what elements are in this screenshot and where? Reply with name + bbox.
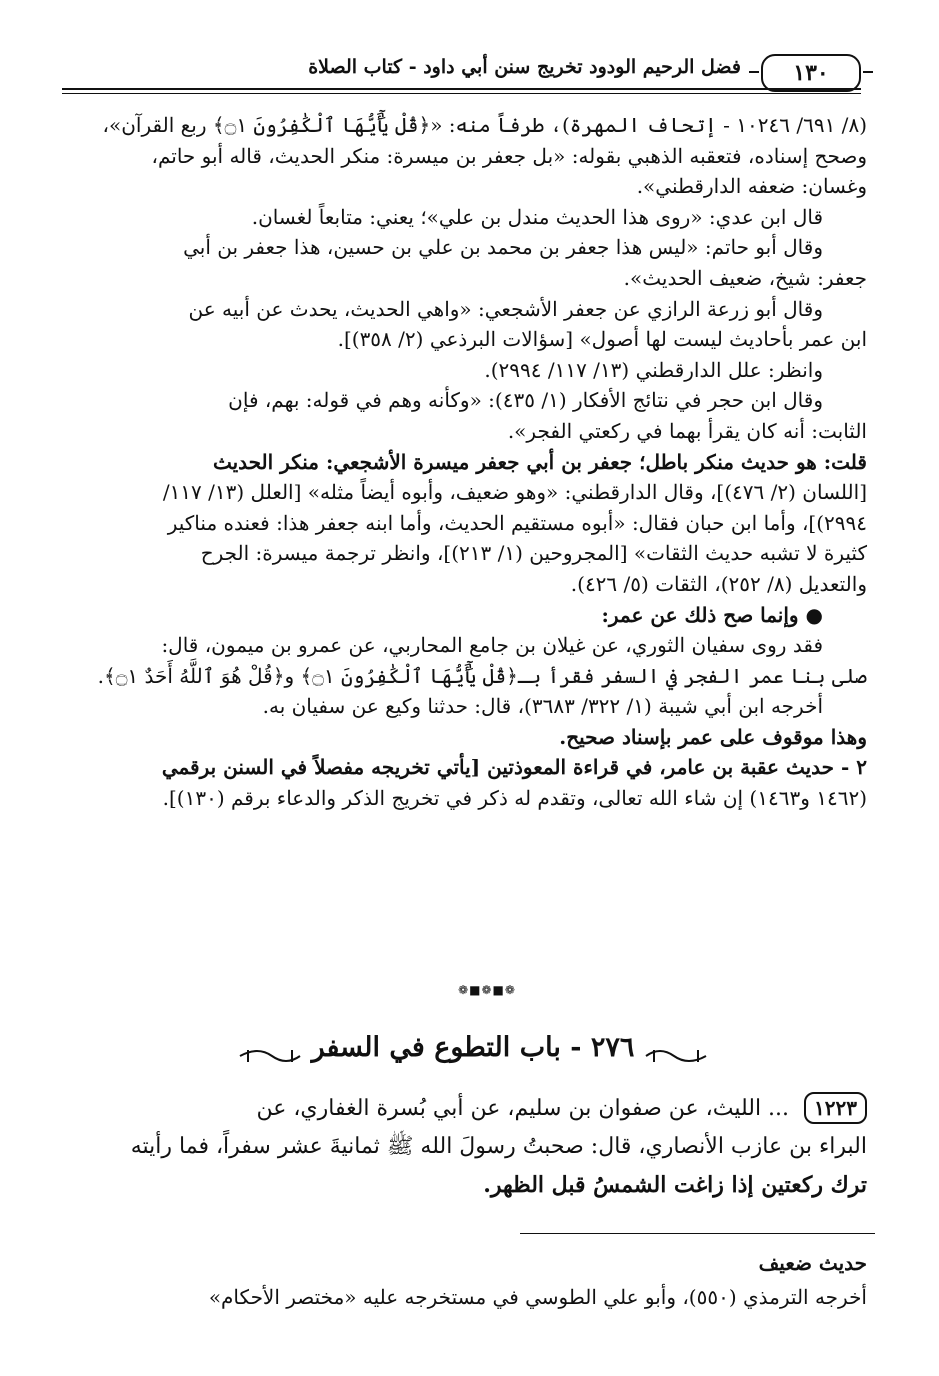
footnote-line: أخرجه الترمذي (٥٥٠)، وأبو علي الطوسي في مستخرجه عليه «مختصر الأحكام» xyxy=(208,1285,867,1309)
divider-ornament: ❁■❁■❁ xyxy=(458,983,516,997)
text-line: أخرجه ابن أبي شيبة (١/ ٣٢٢/ ٣٦٨٣)، قال: حدثنا وكيع عن سفيان به. xyxy=(262,694,823,719)
footnote-rule xyxy=(520,1233,875,1234)
text-line: فقد روى سفيان الثوري، عن غيلان بن جامع المحاربي، عن عمرو بن ميمون، قال: xyxy=(161,633,823,658)
hadith-block xyxy=(64,1090,867,1204)
text-line: وغسان: ضعفه الدارقطني». xyxy=(636,174,867,199)
header-rule xyxy=(62,88,861,90)
footnote-block xyxy=(64,1246,867,1314)
text-line: وهذا موقوف على عمر بإسناد صحيح. xyxy=(559,724,867,749)
text-line: صلى بنا عمر الفجر في السفر فقرأ بـ﴿قُلْ يَٰٓأَيُّهَا ٱلْكَٰفِرُونَ ۝١﴾ و﴿قُلْ هُوَ ٱللَّهُ أَحَدٌ ۝١﴾. xyxy=(97,663,867,688)
hadith-grade: حديث ضعيف xyxy=(758,1251,867,1275)
section-title: ٢٧٦ - باب التطوع في السفر xyxy=(311,1032,635,1063)
header-rule-thin xyxy=(62,93,861,94)
running-title: فضل الرحيم الودود تخريج سنن أبي داود - كتاب الصلاة xyxy=(308,56,741,78)
hadith-number: ١٢٢٣ xyxy=(804,1092,867,1124)
text-line: (٨/ ٦٩١/ ١٠٢٤٦ - إتحاف المهرة)، طرفاً منه: «﴿قُلْ يَٰٓأَيُّهَا ٱلْكَٰفِرُونَ ۝١﴾ ربع القرآن»، xyxy=(102,113,867,137)
text-line: ابن عمر بأحاديث ليست لها أصول» [سؤالات البرذعي (٢/ ٣٥٨)]. xyxy=(337,327,867,352)
text-line: كثيرة لا تشبه حديث الثقات» [المجروحين (١/ ٢١٣)]، وانظر ترجمة ميسرة: الجرح xyxy=(200,541,867,566)
text-line: وصحح إسناده، فتعقبه الذهبي بقوله: «بل جعفر بن ميسرة: منكر الحديث، قاله أبو حاتم، xyxy=(151,143,867,168)
text-line: (١٤٦٢ و١٤٦٣) إن شاء الله تعالى، وتقدم له ذكر في تخريج الذكر والدعاء برقم (١٣٠)]. xyxy=(162,786,867,811)
section-heading xyxy=(238,1028,708,1082)
text-line: ٢٩٩٤)]، وأما ابن حبان فقال: «أبوه مستقيم الحديث، وأما ابنه جعفر هذا: فعنده مناكير xyxy=(167,510,867,535)
heading-flourish-left xyxy=(238,1046,302,1066)
text-line: وقال أبو زرعة الرازي عن جعفر الأشجعي: «واهي الحديث، يحدث عن أبيه عن xyxy=(188,296,823,321)
page-header xyxy=(62,52,861,102)
text-line: ٢ - حديث عقبة بن عامر، في قراءة المعوذتين [يأتي تخريجه مفصلاً في السنن برقمي xyxy=(161,755,867,780)
text-line: جعفر: شيخ، ضعيف الحديث». xyxy=(623,265,867,290)
text-line: قلت: هو حديث منكر باطل؛ جعفر بن أبي جعفر ميسرة الأشجعي: منكر الحديث xyxy=(212,449,867,474)
text-line: ● وإنما صح ذلك عن عمر: xyxy=(601,602,823,627)
text-line: وقال ابن حجر في نتائج الأفكار (١/ ٤٣٥): «وكأنه وهم في قوله: بهم، فإن xyxy=(228,388,823,413)
text-line: وانظر: علل الدارقطني (١٣/ ١١٧/ ٢٩٩٤). xyxy=(484,357,823,382)
hadith-text: ... الليث، عن صفوان بن سليم، عن أبي بُسرة الغفاري، عن xyxy=(256,1096,790,1121)
hadith-line: البراء بن عازب الأنصاري، قال: صحبتُ رسولَ الله ﷺ ثمانيةَ عشر سفراً، فما رأيته xyxy=(130,1134,867,1159)
hadith-line xyxy=(64,1090,867,1128)
text-line: [اللسان (٢/ ٤٧٦)]، وقال الدارقطني: «وهو ضعيف، وأبوه أيضاً مثله» [العلل (١٣/ ١١٧/ xyxy=(162,480,867,505)
text-line: وقال أبو حاتم: «ليس هذا جعفر بن محمد بن علي بن حسين، هذا جعفر بن أبي xyxy=(183,235,823,260)
main-text xyxy=(64,110,867,814)
page-number: ١٣٠ xyxy=(761,54,861,92)
text-line: الثابت: أنه كان يقرأ بهما في ركعتي الفجر». xyxy=(507,418,867,443)
text-line: قال ابن عدي: «روى هذا الحديث مندل بن علي»؛ يعني: متابعاً لغسان. xyxy=(251,204,823,229)
hadith-line: ترك ركعتين إذا زاغت الشمسُ قبل الظهر. xyxy=(483,1172,867,1198)
heading-flourish-right xyxy=(644,1046,708,1066)
text-line: والتعديل (٨/ ٢٥٢)، الثقات (٥/ ٤٢٦). xyxy=(570,571,867,596)
